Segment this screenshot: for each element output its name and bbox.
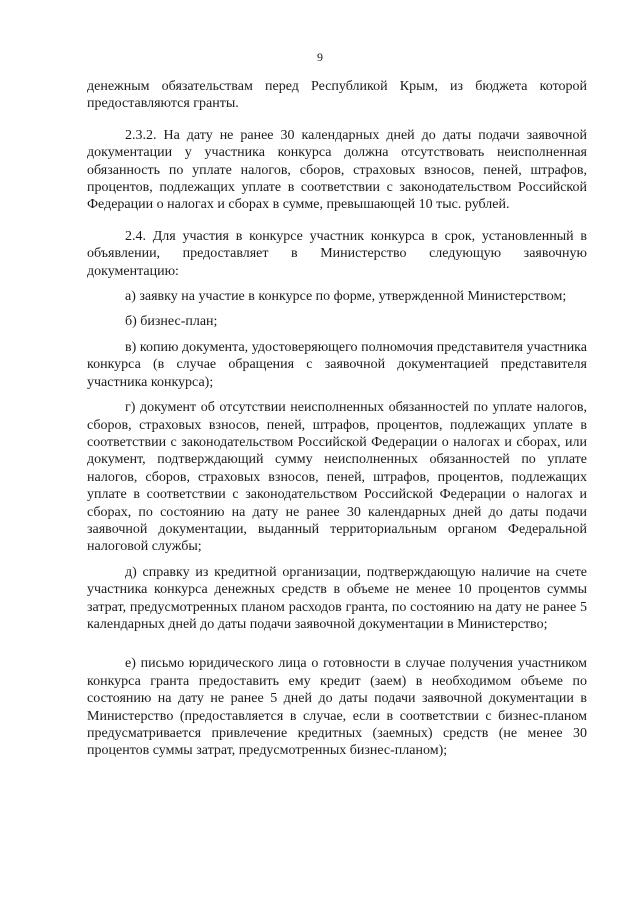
paragraph-2-4: 2.4. Для участия в конкурсе участник конкурса в срок, установленный в объявлении, предоставляет в Министерство следующую заявочную документацию: (87, 228, 587, 279)
list-item-e: е) письмо юридического лица о готовности в случае получения участником конкурса гранта предоставить ему кредит (заем) в необходимом объеме по состоянию на дату не ранее 5 дней до даты подачи заявочной документации в Министерство (предоставляется в случае, если в соответствии с бизнес-планом предусматривается привлечение кредитных (заемных) средств (не менее 30 процентов суммы затрат, предусмотренных бизнес-планом); (87, 656, 587, 759)
list-item-b: б) бизнес-план; (125, 314, 218, 330)
list-item-d: д) справку из кредитной организации, подтверждающую наличие на счете участника конкурса денежных средств в объеме не менее 10 процентов суммы затрат, предусмотренных планом расходов гранта, по состоянию на дату не ранее 5 календарных дней до даты подачи заявочной документации в Министерство; (87, 564, 587, 632)
document-body (87, 78, 587, 768)
page-number: 9 (317, 50, 323, 64)
list-item-a: а) заявку на участие в конкурсе по форме, утвержденной Министерством; (125, 289, 567, 305)
list-item-g: г) документ об отсутствии неисполненных обязанностей по уплате налогов, сборов, страховых взносов, пеней, штрафов, процентов, подлежащих уплате в соответствии с законодательством Российской Федерации о налогах и сборах, или документ, подтверждающий сумму неисполненных обязанностей по уплате налогов, сборов, страховых взносов, пеней, штрафов, процентов, подлежащих уплате в соответствии с законодательством Российской Федерации о налогах и сборах, по состоянию на дату не ранее 30 календарных дней до даты подачи заявочной документации, выданный территориальным органом Федеральной налоговой службы; (87, 400, 587, 555)
paragraph-2-3-2: 2.3.2. На дату не ранее 30 календарных дней до даты подачи заявочной документации у участника конкурса должна отсутствовать неисполненная обязанность по уплате налогов, сборов, страховых взносов, пеней, штрафов, процентов, подлежащих уплате в соответствии с законодательством Российской Федерации о налогах и сборах в сумме, превышающей 10 тыс. рублей. (87, 127, 587, 213)
list-item-v: в) копию документа, удостоверяющего полномочия представителя участника конкурса (в случае обращения с заявочной документацией представителя участника конкурса); (87, 339, 587, 390)
paragraph-continuation: денежным обязательствам перед Республикой Крым, из бюджета которой предоставляются гранты. (87, 79, 587, 112)
